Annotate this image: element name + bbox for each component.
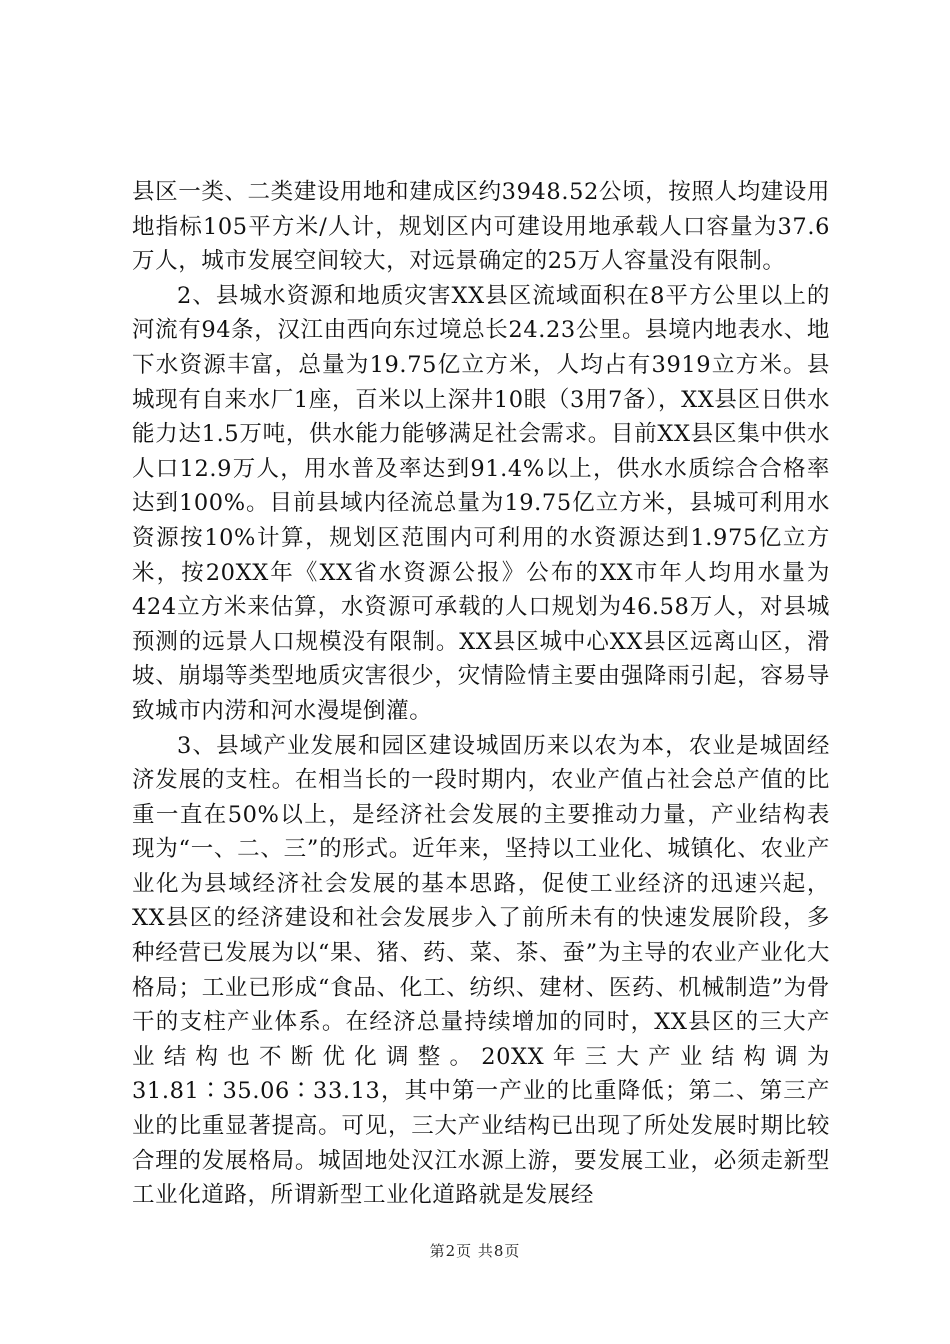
document-body: [132, 175, 830, 1213]
page-footer: 第2页 共8页: [429, 1242, 521, 1260]
paragraph-industry-development: 3、县域产业发展和园区建设城固历来以农为本，农业是城固经济发展的支柱。在相当长的一段时期内，农业产值占社会总产值的比重一直在50%以上，是经济社会发展的主要推动力量，产业结构表现为“一、二、三”的形式。近年来，坚持以工业化、城镇化、农业产业化为县域经济社会发展的基本思路，促使工业经济的迅速兴起，XX县区的经济建设和社会发展步入了前所未有的快速发展阶段，多种经营已发展为以“果、猪、药、菜、茶、蚕”为主导的农业产业化大格局；工业已形成“食品、化工、纺织、建材、医药、机械制造”为骨干的支柱产业体系。在经济总量持续增加的同时，XX县区的三大产业结构也不断优化调整。20XX年三大产业结构调为31.81∶35.06∶33.13，其中第一产业的比重降低；第二、第三产业的比重显著提高。可见，三大产业结构已出现了所处发展时期比较合理的发展格局。城固地处汉江水源上游，要发展工业，必须走新型工业化道路，所谓新型工业化道路就是发展经: [132, 732, 830, 1209]
paragraph-water-resources: 2、县城水资源和地质灾害XX县区流域面积在8平方公里以上的河流有94条，汉江由西向东过境总长24.23公里。县境内地表水、地下水资源丰富，总量为19.75亿立方米，人均占有3919立方米。县城现有自来水厂1座，百米以上深井10眼（3用7备），XX县区日供水能力达1.5万吨，供水能力能够满足社会需求。目前XX县区集中供水人口12.9万人，用水普及率达到91.4%以上，供水水质综合合格率达到100%。目前县域内径流总量为19.75亿立方米，县城可利用水资源按10%计算，规划区范围内可利用的水资源达到1.975亿立方米，按20XX年《XX省水资源公报》公布的XX市年人均用水量为424立方米来估算，水资源可承载的人口规划为46.58万人，对县城预测的远景人口规模没有限制。XX县区城中心XX县区远离山区，滑坡、崩塌等类型地质灾害很少，灾情险情主要由强降雨引起，容易导致城市内涝和河水漫堤倒灌。: [132, 282, 830, 724]
paragraph-continuation: 县区一类、二类建设用地和建成区约3948.52公顷，按照人均建设用地指标105平方米/人计，规划区内可建设用地承载人口容量为37.6万人，城市发展空间较大，对远景确定的25万人容量没有限制。: [132, 179, 830, 275]
